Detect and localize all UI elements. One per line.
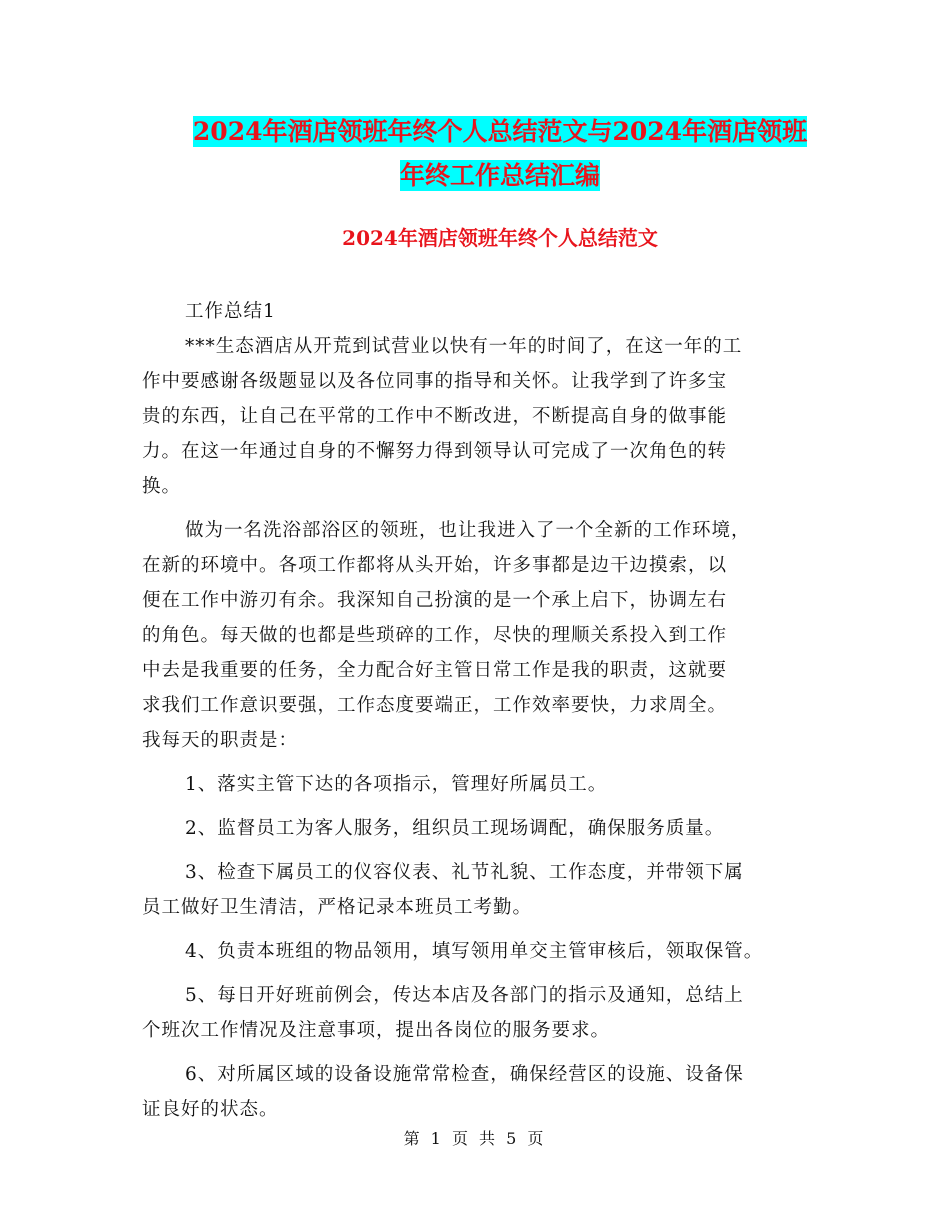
section-title: 2024年酒店领班年终个人总结范文 xyxy=(342,226,658,250)
text-line: 员工做好卫生清洁，严格记录本班员工考勤。 xyxy=(142,897,533,918)
list-item: 1、落实主管下达的各项指示，管理好所属员工。 xyxy=(185,774,608,795)
document-title-line-1: 2024年酒店领班年终个人总结范文与2024年酒店领班 xyxy=(192,117,808,146)
text-line: 作中要感谢各级题显以及各位同事的指导和关怀。让我学到了许多宝 xyxy=(142,371,728,392)
text-line: 我每天的职责是： xyxy=(142,730,299,751)
text-line: 做为一名洗浴部浴区的领班，也让我进入了一个全新的工作环境， xyxy=(185,520,751,541)
text-line: 工作总结1 xyxy=(185,301,276,322)
list-item: 6、对所属区域的设备设施常常检查，确保经营区的设施、设备保 xyxy=(185,1064,744,1085)
text-line: 证良好的状态。 xyxy=(142,1099,279,1120)
list-item: 3、检查下属员工的仪容仪表、礼节礼貌、工作态度，并带领下属 xyxy=(185,862,744,883)
text-line: 中去是我重要的任务，全力配合好主管日常工作是我的职责，这就要 xyxy=(142,660,728,681)
list-item: 4、负责本班组的物品领用，填写领用单交主管审核后，领取保管。 xyxy=(185,941,764,962)
list-item: 5、每日开好班前例会，传达本店及各部门的指示及通知，总结上 xyxy=(185,985,744,1006)
text-line: 便在工作中游刃有余。我深知自己扮演的是一个承上启下，协调左右 xyxy=(142,590,728,611)
text-line: 在新的环境中。各项工作都将从头开始，许多事都是边干边摸索，以 xyxy=(142,555,728,576)
text-line: 换。 xyxy=(142,476,182,497)
text-line: 力。在这一年通过自身的不懈努力得到领导认可完成了一次角色的转 xyxy=(142,441,728,462)
text-line: ***生态酒店从开荒到试营业以快有一年的时间了，在这一年的工 xyxy=(185,336,743,357)
body-text xyxy=(142,294,822,1127)
text-line: 个班次工作情况及注意事项，提出各岗位的服务要求。 xyxy=(142,1020,611,1041)
page-footer: 第 1 页 共 5 页 xyxy=(403,1129,547,1148)
list-item: 2、监督员工为客人服务，组织员工现场调配，确保服务质量。 xyxy=(185,818,725,839)
text-line: 贵的东西，让自己在平常的工作中不断改进，不断提高自身的做事能 xyxy=(142,406,728,427)
text-line: 求我们工作意识要强，工作态度要端正，工作效率要快，力求周全。 xyxy=(142,695,728,716)
document-title-line-2: 年终工作总结汇编 xyxy=(399,161,600,190)
text-line: 的角色。每天做的也都是些琐碎的工作，尽快的理顺关系投入到工作 xyxy=(142,625,728,646)
